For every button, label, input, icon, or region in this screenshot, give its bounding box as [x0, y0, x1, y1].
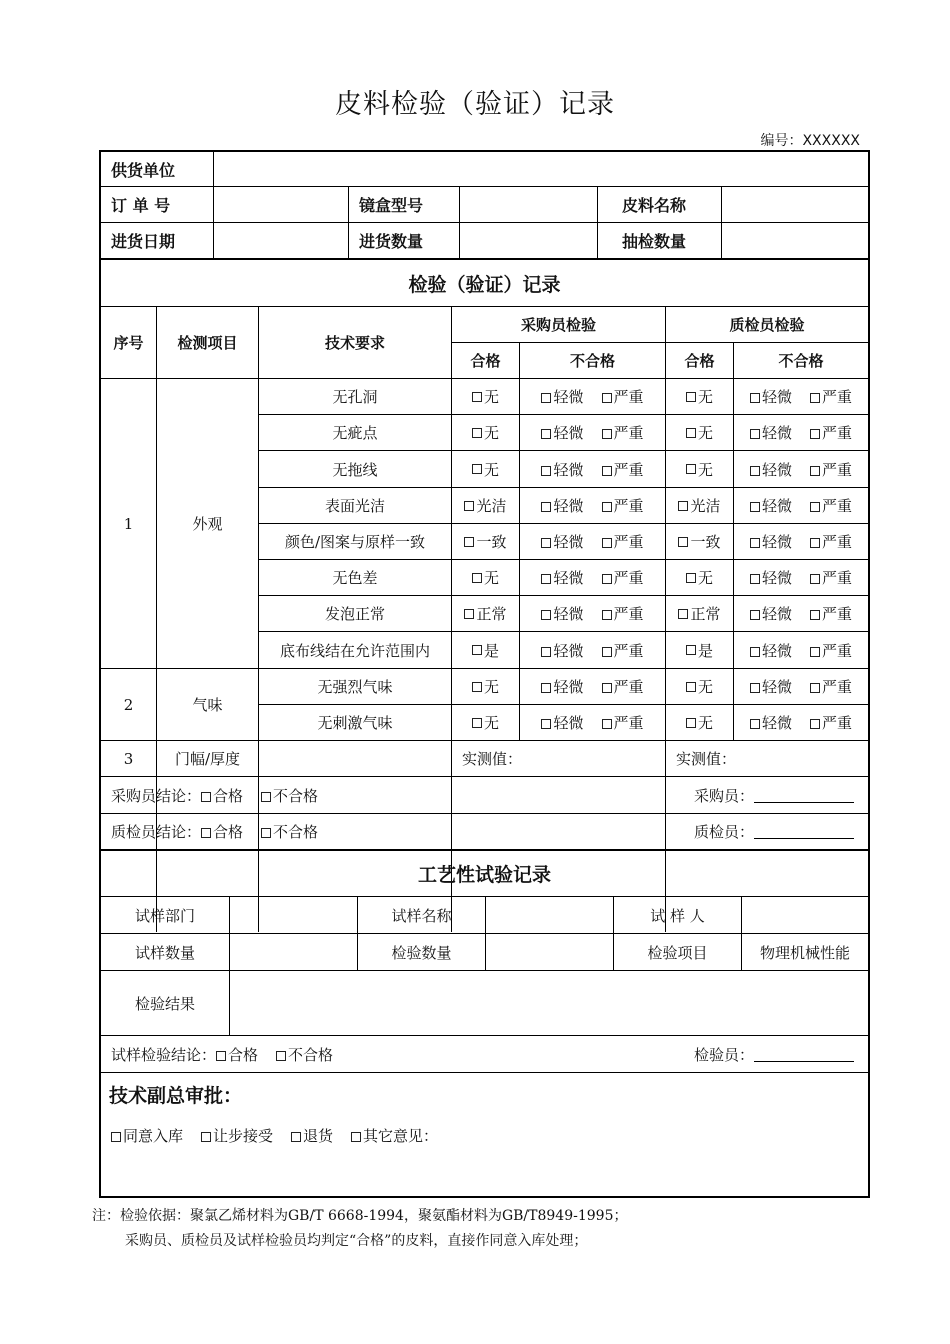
- check-count-label: 检验数量: [391, 943, 452, 962]
- sample-count-input[interactable]: [230, 934, 357, 970]
- buyer-fail-options[interactable]: 轻微 严重: [520, 669, 665, 704]
- buyer-pass-checkbox[interactable]: 无: [452, 705, 519, 740]
- qc-pass-checkbox[interactable]: 无: [666, 415, 733, 450]
- qc-pass-checkbox[interactable]: 一致: [666, 524, 733, 559]
- leather-name-label: 皮料名称: [622, 195, 687, 215]
- sample-name-input[interactable]: [486, 897, 613, 933]
- arrival-qty-label: 进货数量: [359, 231, 424, 251]
- check-result-label: 检验结果: [134, 994, 195, 1013]
- sample-dept-label: 试样部门: [134, 906, 195, 925]
- qc-pass-checkbox[interactable]: 正常: [666, 596, 733, 631]
- box-model-input[interactable]: [460, 186, 597, 222]
- qc-measured-value[interactable]: 实测值：: [676, 750, 737, 768]
- qc-signature[interactable]: [601, 814, 868, 849]
- buyer-fail-options[interactable]: 轻微 严重: [520, 524, 665, 559]
- qc-pass-checkbox[interactable]: 光洁: [666, 488, 733, 523]
- col-header-qc-fail: 不合格: [778, 352, 824, 370]
- qc-pass-checkbox[interactable]: 是: [666, 632, 733, 668]
- qc-fail-options[interactable]: 轻微 严重: [734, 632, 868, 668]
- requirement-text: 无刺激气味: [317, 714, 393, 732]
- qc-pass-checkbox[interactable]: 无: [666, 560, 733, 595]
- inspector-signature[interactable]: [601, 1036, 868, 1072]
- buyer-fail-options[interactable]: 轻微 严重: [520, 488, 665, 523]
- buyer-fail-options[interactable]: 轻微 严重: [520, 705, 665, 740]
- group-item-width-thickness: 门幅/厚度: [174, 750, 241, 768]
- check-result-input[interactable]: [230, 971, 868, 1035]
- qc-pass-checkbox[interactable]: 无: [666, 669, 733, 704]
- buyer-fail-options[interactable]: 轻微 严重: [520, 451, 665, 487]
- sample-fail-checkbox[interactable]: 不合格: [276, 1044, 333, 1065]
- qc-sign-label: 质检员：: [693, 823, 754, 841]
- approval-options: [101, 1118, 868, 1152]
- requirement-text: 无孔洞: [332, 388, 378, 406]
- buyer-pass-checkbox[interactable]: 无: [452, 415, 519, 450]
- buyer-conclusion-label: 采购员结论：: [111, 786, 202, 805]
- inspection-section-title: 检验（验证）记录: [408, 273, 561, 296]
- col-header-qc-pass: 合格: [684, 352, 715, 370]
- sampler-input[interactable]: [742, 897, 868, 933]
- qc-pass-checkbox[interactable]: 无: [666, 705, 733, 740]
- check-count-input[interactable]: [486, 934, 613, 970]
- process-section-title: 工艺性试验记录: [417, 863, 551, 886]
- buyer-pass-checkbox[interactable]: 是: [452, 632, 519, 668]
- approve-other-checkbox[interactable]: 其它意见：: [351, 1125, 438, 1146]
- buyer-pass-checkbox[interactable]: 无: [452, 560, 519, 595]
- qc-fail-options[interactable]: 轻微 严重: [734, 596, 868, 631]
- sample-dept-input[interactable]: [230, 897, 357, 933]
- sample-conclusion-label: 试样检验结论：: [111, 1045, 217, 1064]
- qc-fail-options[interactable]: 轻微 严重: [734, 669, 868, 704]
- group-no-2: 2: [123, 695, 134, 714]
- group-no-1: 1: [123, 514, 134, 533]
- sample-qty-label: 抽检数量: [622, 231, 687, 251]
- document-title: 皮料检验（验证）记录: [335, 89, 615, 120]
- buyer-fail-checkbox[interactable]: 不合格: [261, 785, 318, 806]
- buyer-fail-options[interactable]: 轻微 严重: [520, 379, 665, 414]
- check-item-value: 物理机械性能: [759, 943, 850, 962]
- order-no-input[interactable]: [214, 186, 348, 222]
- requirement-text: 底布线结在允许范围内: [279, 641, 430, 660]
- width-thickness-requirement[interactable]: [259, 741, 451, 776]
- inspection-form: [99, 150, 870, 1198]
- approval-title: 技术副总审批：: [109, 1084, 243, 1107]
- qc-fail-options[interactable]: 轻微 严重: [734, 705, 868, 740]
- requirement-text: 无疵点: [332, 424, 378, 442]
- sample-count-label: 试样数量: [134, 943, 195, 962]
- requirement-text: 无拖线: [332, 460, 378, 479]
- buyer-pass-checkbox[interactable]: 光洁: [452, 488, 519, 523]
- supplier-input[interactable]: [214, 152, 868, 186]
- approve-return-checkbox[interactable]: 退货: [291, 1125, 333, 1146]
- col-header-no: 序号: [113, 334, 144, 352]
- qc-fail-options[interactable]: 轻微 严重: [734, 488, 868, 523]
- buyer-fail-options[interactable]: 轻微 严重: [520, 415, 665, 450]
- requirement-text: 无色差: [332, 569, 378, 587]
- buyer-pass-checkbox[interactable]: 正常: [452, 596, 519, 631]
- group-item-odor: 气味: [192, 696, 223, 714]
- buyer-signature[interactable]: [601, 777, 868, 813]
- col-header-buyer: 采购员检验: [520, 316, 596, 334]
- qc-fail-options[interactable]: 轻微 严重: [734, 560, 868, 595]
- box-model-label: 镜盒型号: [359, 195, 424, 215]
- qc-fail-options[interactable]: 轻微 严重: [734, 379, 868, 414]
- qc-conclusion-label: 质检员结论：: [111, 823, 202, 841]
- requirement-text: 发泡正常: [324, 605, 385, 623]
- qc-fail-options[interactable]: 轻微 严重: [734, 415, 868, 450]
- arrival-date-input[interactable]: [214, 222, 348, 258]
- qc-fail-options[interactable]: 轻微 严重: [734, 451, 868, 487]
- qc-pass-checkbox[interactable]: 无: [666, 451, 733, 487]
- col-header-qc: 质检员检验: [729, 316, 805, 334]
- approve-accept-checkbox[interactable]: 同意入库: [111, 1125, 183, 1146]
- arrival-qty-input[interactable]: [460, 222, 597, 258]
- qc-fail-options[interactable]: 轻微 严重: [734, 524, 868, 559]
- inspector-sign-label: 检验员：: [693, 1045, 754, 1064]
- buyer-pass-checkbox[interactable]: 无: [452, 379, 519, 414]
- buyer-pass-checkbox[interactable]: 一致: [452, 524, 519, 559]
- buyer-pass-checkbox[interactable]: 无: [452, 451, 519, 487]
- requirement-text: 颜色/图案与原样一致: [284, 533, 426, 551]
- buyer-sign-label: 采购员：: [693, 786, 754, 805]
- buyer-pass-checkbox[interactable]: 合格: [201, 785, 243, 806]
- requirement-text: 表面光洁: [324, 497, 385, 515]
- requirement-text: 无强烈气味: [317, 678, 393, 696]
- serial-number: 编号：XXXXXX: [760, 133, 860, 149]
- buyer-measured-value[interactable]: 实测值：: [462, 750, 523, 768]
- sample-name-label: 试样名称: [391, 906, 452, 925]
- sample-qty-input[interactable]: [722, 222, 868, 258]
- col-header-buyer-pass: 合格: [470, 352, 501, 370]
- order-no-label: 订 单 号: [111, 195, 171, 215]
- group-no-3: 3: [123, 749, 134, 768]
- qc-pass-checkbox[interactable]: 合格: [201, 821, 243, 842]
- sampler-label: 试 样 人: [650, 906, 705, 925]
- arrival-date-label: 进货日期: [111, 231, 176, 251]
- note-line-1: 注：检验依据：聚氯乙烯材料为GB/T 6668-1994，聚氨酯材料为GB/T8949-1995；: [92, 1208, 628, 1224]
- sample-pass-checkbox[interactable]: 合格: [216, 1044, 258, 1065]
- col-header-buyer-fail: 不合格: [569, 352, 615, 370]
- check-item-label: 检验项目: [647, 943, 708, 962]
- col-header-requirement: 技术要求: [324, 334, 385, 352]
- buyer-fail-options[interactable]: 轻微 严重: [520, 560, 665, 595]
- note-line-2: 采购员、质检员及试样检验员均判定“合格”的皮料，直接作同意入库处理；: [125, 1233, 588, 1249]
- group-item-appearance: 外观: [192, 515, 223, 533]
- approve-concession-checkbox[interactable]: 让步接受: [201, 1125, 273, 1146]
- supplier-label: 供货单位: [111, 160, 176, 180]
- leather-name-input[interactable]: [722, 186, 868, 222]
- qc-pass-checkbox[interactable]: 无: [666, 379, 733, 414]
- col-header-item: 检测项目: [177, 334, 238, 352]
- buyer-pass-checkbox[interactable]: 无: [452, 669, 519, 704]
- buyer-fail-options[interactable]: 轻微 严重: [520, 632, 665, 668]
- buyer-fail-options[interactable]: 轻微 严重: [520, 596, 665, 631]
- qc-fail-checkbox[interactable]: 不合格: [261, 821, 318, 842]
